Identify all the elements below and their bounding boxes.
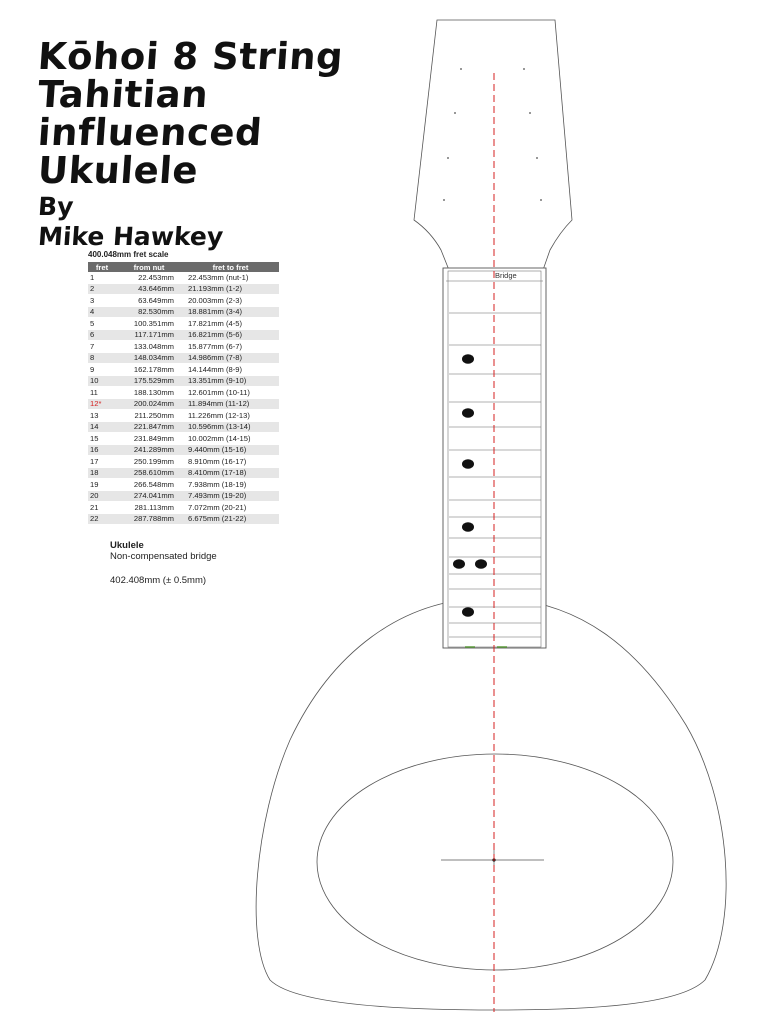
fret-number: 5: [88, 318, 116, 330]
fret-to-fret: 17.821mm (4-5): [182, 318, 279, 330]
fret-to-fret: 8.910mm (16-17): [182, 456, 279, 468]
fret-number: 13: [88, 410, 116, 422]
fret-number: 21: [88, 502, 116, 514]
fret-number: 3: [88, 295, 116, 307]
fret-number: 20: [88, 490, 116, 502]
fret-to-fret: 18.881mm (3-4): [182, 306, 279, 318]
fret-from-nut: 200.024mm: [116, 398, 182, 410]
fret-marker-dot: [462, 522, 474, 532]
byline-author: Mike Hawkey: [37, 222, 225, 251]
fret-from-nut: 175.529mm: [116, 375, 182, 387]
fret-number: 12*: [88, 398, 116, 410]
title-line-4: Ukulele: [36, 149, 200, 192]
fret-to-fret: 16.821mm (5-6): [182, 329, 279, 341]
header-fret: fret: [88, 262, 116, 272]
tuner-hole: [536, 157, 538, 159]
fret-from-nut: 266.548mm: [116, 479, 182, 491]
fret-to-fret: 22.453mm (nut-1): [182, 272, 279, 283]
soundhole-outline: [317, 754, 673, 970]
header-from-nut: from nut: [116, 262, 182, 272]
fret-number: 4: [88, 306, 116, 318]
byline-by: By: [37, 192, 75, 221]
fret-number: 22: [88, 513, 116, 525]
fret-number: 18: [88, 467, 116, 479]
fret-to-fret: 7.493mm (19-20): [182, 490, 279, 502]
fret-marker-dot: [453, 559, 465, 569]
fret-to-fret: 8.410mm (17-18): [182, 467, 279, 479]
fret-number: 7: [88, 341, 116, 353]
fret-to-fret: 14.986mm (7-8): [182, 352, 279, 364]
fret-from-nut: 162.178mm: [116, 364, 182, 376]
fret-from-nut: 117.171mm: [116, 329, 182, 341]
tuner-hole: [523, 68, 525, 70]
fret-from-nut: 241.289mm: [116, 444, 182, 456]
note-instrument: Ukulele: [110, 540, 144, 551]
fret-to-fret: 14.144mm (8-9): [182, 364, 279, 376]
fret-number: 2: [88, 283, 116, 295]
note-scale-length: 402.408mm (± 0.5mm): [110, 575, 207, 586]
fret-from-nut: 100.351mm: [116, 318, 182, 330]
fret-marker-dot: [462, 459, 474, 469]
fret-to-fret: 7.938mm (18-19): [182, 479, 279, 491]
fret-to-fret: 20.003mm (2-3): [182, 295, 279, 307]
fret-from-nut: 231.849mm: [116, 433, 182, 445]
fret-from-nut: 133.048mm: [116, 341, 182, 353]
header-fret-to-fret: fret to fret: [182, 262, 279, 272]
fret-number: 8: [88, 352, 116, 364]
body-outline: [256, 598, 726, 1010]
fret-to-fret: 12.601mm (10-11): [182, 387, 279, 399]
fret-to-fret: 9.440mm (15-16): [182, 444, 279, 456]
fret-number: 17: [88, 456, 116, 468]
tuner-hole: [443, 199, 445, 201]
fret-from-nut: 281.113mm: [116, 502, 182, 514]
fret-from-nut: 274.041mm: [116, 490, 182, 502]
fret-from-nut: 211.250mm: [116, 410, 182, 422]
note-bridge-type: Non-compensated bridge: [110, 551, 217, 562]
fret-from-nut: 287.788mm: [116, 513, 182, 525]
fret-marker-dot: [462, 354, 474, 364]
fret-from-nut: 258.610mm: [116, 467, 182, 479]
tuner-hole: [454, 112, 456, 114]
fret-number: 16: [88, 444, 116, 456]
fret-marker-dot: [462, 607, 474, 617]
fret-number: 6: [88, 329, 116, 341]
headstock-outline: [414, 20, 572, 270]
fret-marker-dot: [475, 559, 487, 569]
tuner-hole: [447, 157, 449, 159]
fret-from-nut: 63.649mm: [116, 295, 182, 307]
fret-to-fret: 10.596mm (13-14): [182, 421, 279, 433]
fret-to-fret: 15.877mm (6-7): [182, 341, 279, 353]
fret-to-fret: 7.072mm (20-21): [182, 502, 279, 514]
tuner-hole: [529, 112, 531, 114]
fret-to-fret: 10.002mm (14-15): [182, 433, 279, 445]
tuner-hole: [460, 68, 462, 70]
fret-marker-dot: [462, 408, 474, 418]
fret-to-fret: 13.351mm (9-10): [182, 375, 279, 387]
fret-to-fret: 11.226mm (12-13): [182, 410, 279, 422]
fret-to-fret: 21.193mm (1-2): [182, 283, 279, 295]
fret-number: 19: [88, 479, 116, 491]
fret-from-nut: 148.034mm: [116, 352, 182, 364]
tuner-holes: [443, 68, 542, 201]
fret-from-nut: 82.530mm: [116, 306, 182, 318]
fret-number: 1: [88, 272, 116, 283]
tuner-hole: [540, 199, 542, 201]
bridge-label: Bridge: [495, 271, 517, 280]
fret-to-fret: 6.675mm (21-22): [182, 513, 279, 525]
fret-from-nut: 22.453mm: [116, 272, 182, 283]
title-line-3: influenced: [36, 111, 264, 154]
fret-from-nut: 43.646mm: [116, 283, 182, 295]
fret-number: 11: [88, 387, 116, 399]
fret-from-nut: 250.199mm: [116, 456, 182, 468]
fret-to-fret: 11.894mm (11-12): [182, 398, 279, 410]
fret-number: 9: [88, 364, 116, 376]
fret-number: 10: [88, 375, 116, 387]
fret-scale-title: 400.048mm fret scale: [88, 250, 169, 259]
fret-from-nut: 188.130mm: [116, 387, 182, 399]
title-line-2: Tahitian: [36, 73, 210, 116]
fret-from-nut: 221.847mm: [116, 421, 182, 433]
fret-number: 14: [88, 421, 116, 433]
fret-number: 15: [88, 433, 116, 445]
title-line-1: Kōhoi 8 String: [36, 35, 345, 78]
